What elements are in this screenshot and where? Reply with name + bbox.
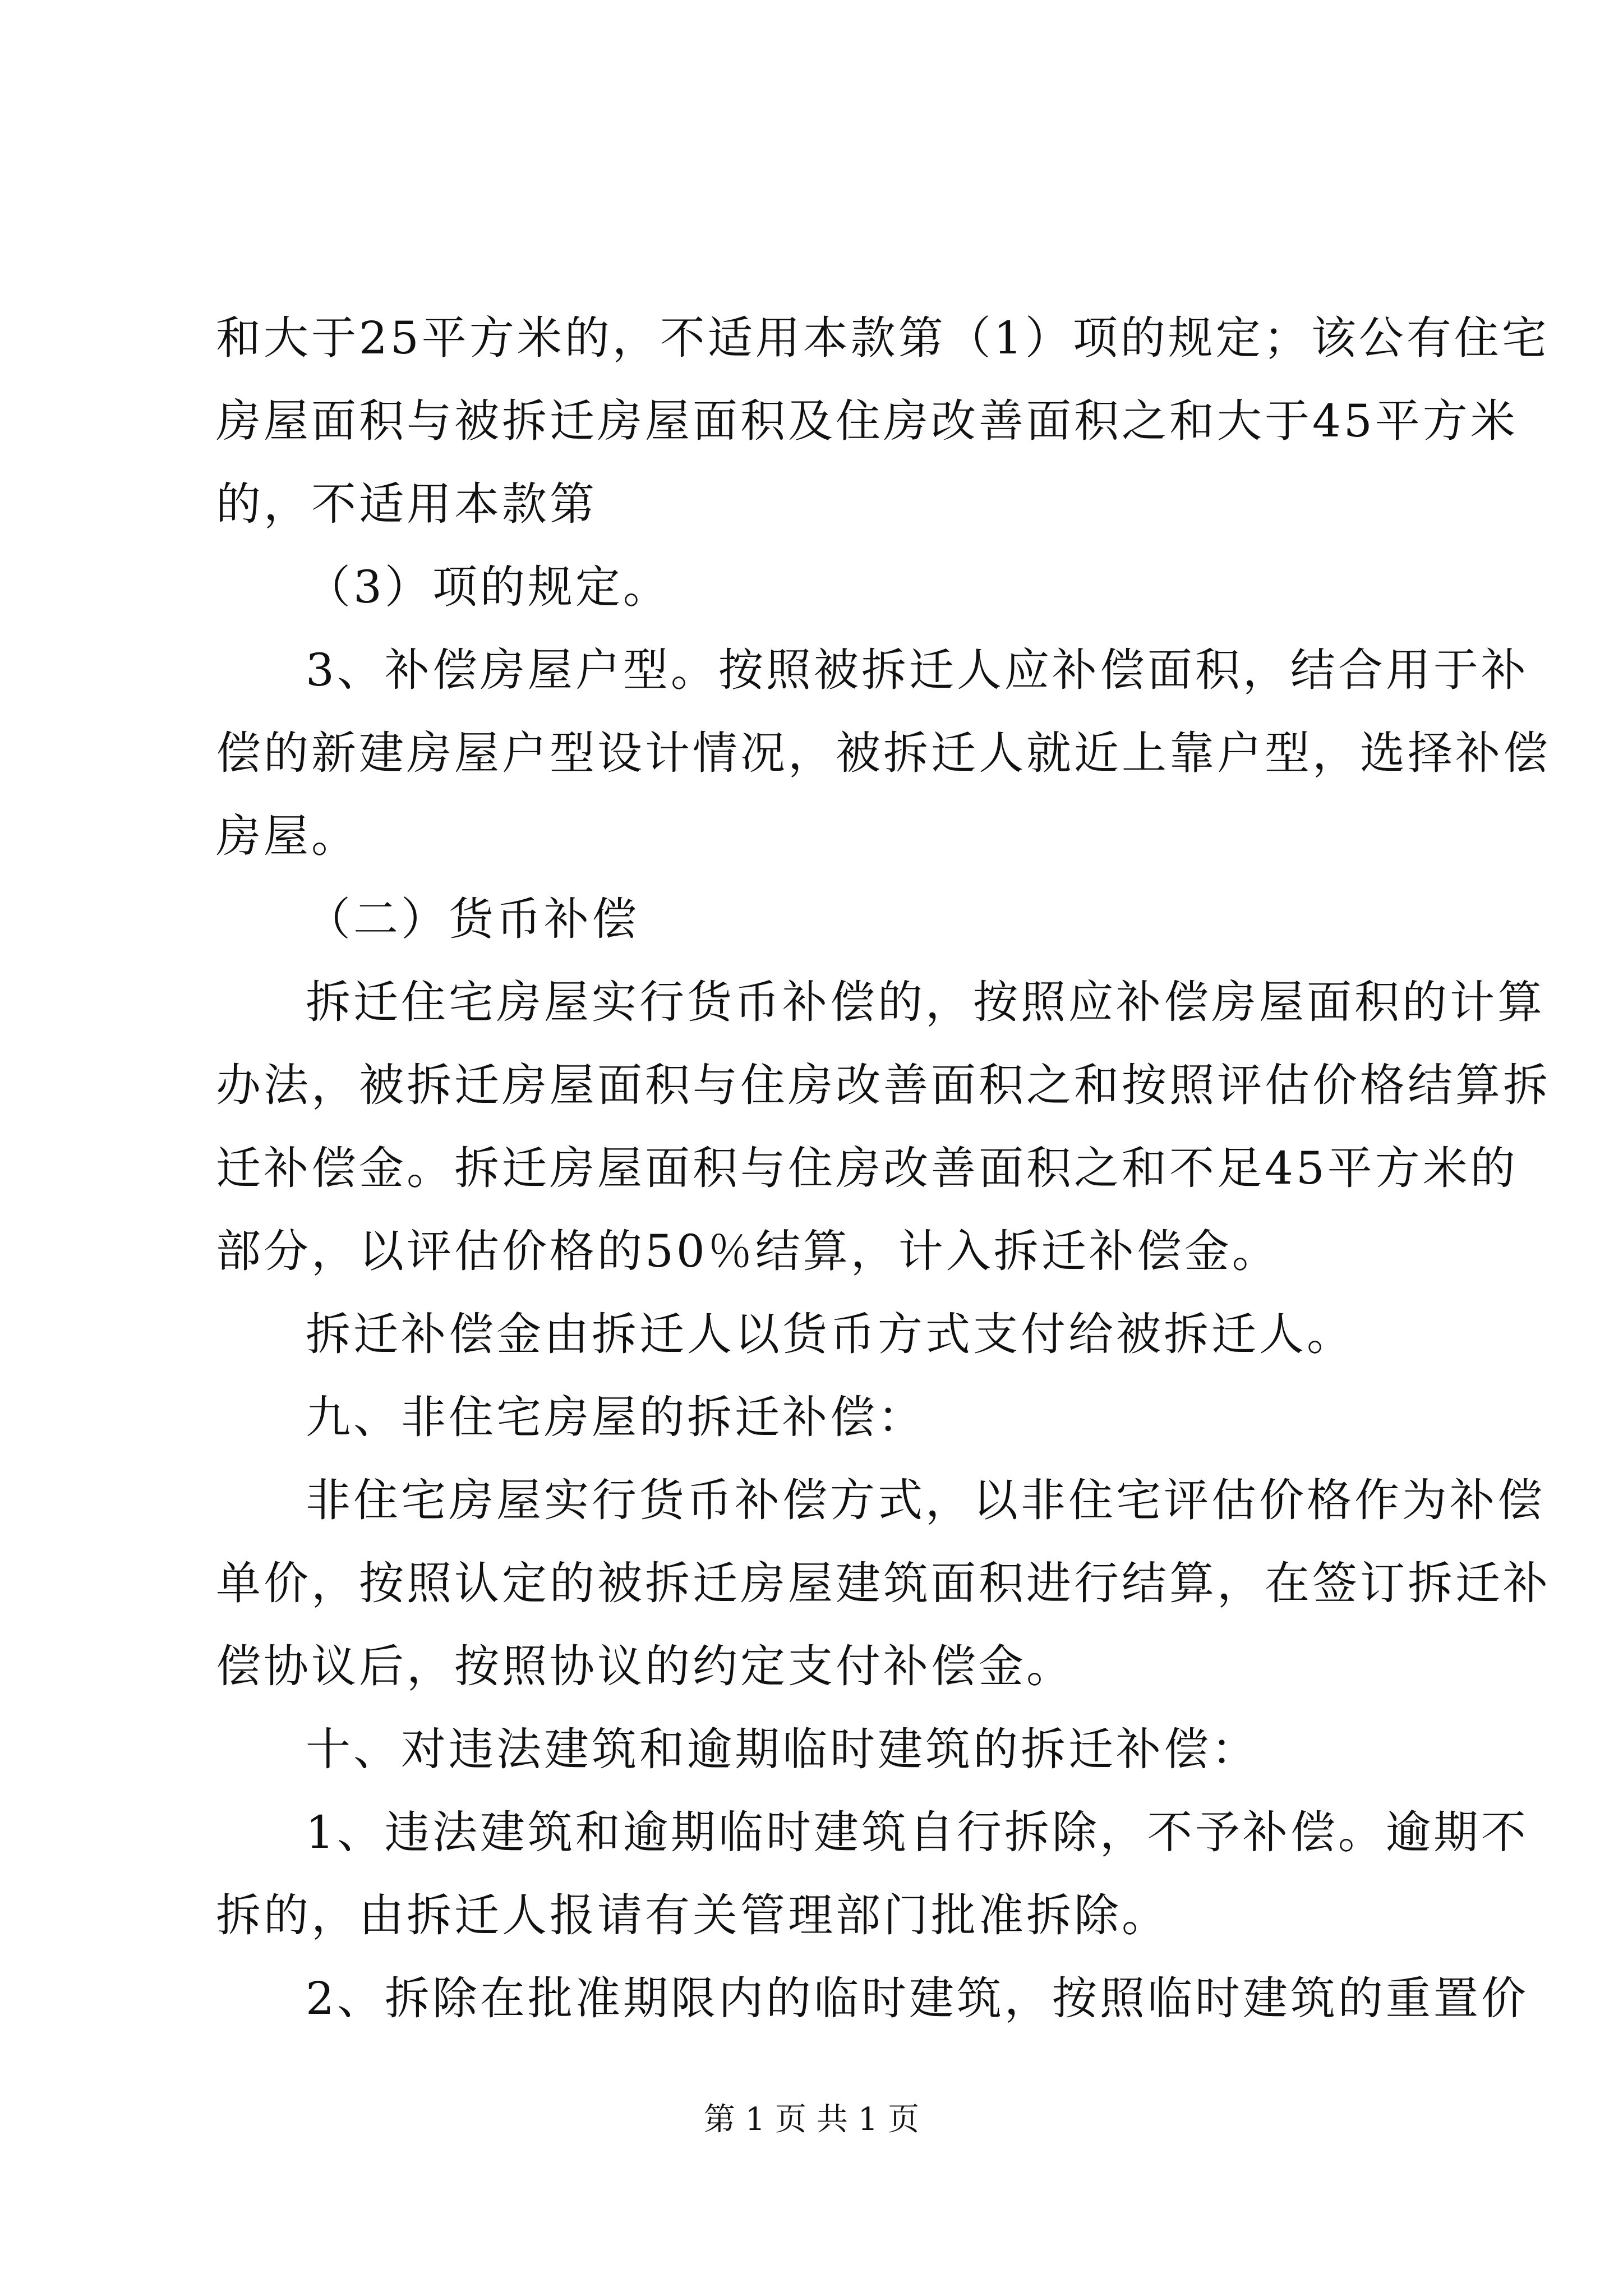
text-line: 部分，以评估价格的50％结算，计入拆迁补偿金。 bbox=[216, 1225, 1280, 1277]
text-line: （3）项的规定。 bbox=[306, 561, 671, 613]
text-line: 的，不适用本款第 bbox=[216, 478, 597, 530]
text-line: 房屋。 bbox=[216, 810, 359, 862]
text-line: 房屋面积与被拆迁房屋面积及住房改善面积之和大于45平方米 bbox=[216, 395, 1518, 447]
text-line: 拆迁补偿金由拆迁人以货币方式支付给被拆迁人。 bbox=[306, 1308, 1354, 1360]
text-line: 非住宅房屋实行货币补偿方式，以非住宅评估价格作为补偿 bbox=[306, 1474, 1545, 1526]
section-heading: 九、非住宅房屋的拆迁补偿： bbox=[306, 1391, 925, 1443]
page-footer: 第 1 页 共 1 页 bbox=[703, 2101, 920, 2138]
section-heading: （二）货币补偿 bbox=[306, 893, 639, 945]
text-line: 拆的，由拆迁人报请有关管理部门批准拆除。 bbox=[216, 1889, 1169, 1941]
text-line: 办法，被拆迁房屋面积与住房改善面积之和按照评估价格结算拆 bbox=[216, 1059, 1551, 1111]
text-line: 拆迁住宅房屋实行货币补偿的，按照应补偿房屋面积的计算 bbox=[306, 976, 1545, 1028]
text-line: 3、补偿房屋户型。按照被拆迁人应补偿面积，结合用于补 bbox=[306, 644, 1529, 696]
text-line: 迁补偿金。拆迁房屋面积与住房改善面积之和不足45平方米的 bbox=[216, 1142, 1518, 1194]
text-line: 偿的新建房屋户型设计情况，被拆迁人就近上靠户型，选择补偿 bbox=[216, 727, 1551, 779]
text-line: 单价，按照认定的被拆迁房屋建筑面积进行结算，在签订拆迁补 bbox=[216, 1557, 1551, 1609]
text-line: 2、拆除在批准期限内的临时建筑，按照临时建筑的重置价 bbox=[306, 1972, 1529, 2024]
text-line: 和大于25平方米的，不适用本款第（1）项的规定；该公有住宅 bbox=[216, 312, 1550, 364]
text-line: 偿协议后，按照协议的约定支付补偿金。 bbox=[216, 1640, 1074, 1692]
section-heading: 十、对违法建筑和逾期临时建筑的拆迁补偿： bbox=[306, 1723, 1259, 1775]
text-line: 1、违法建筑和逾期临时建筑自行拆除，不予补偿。逾期不 bbox=[306, 1806, 1529, 1858]
